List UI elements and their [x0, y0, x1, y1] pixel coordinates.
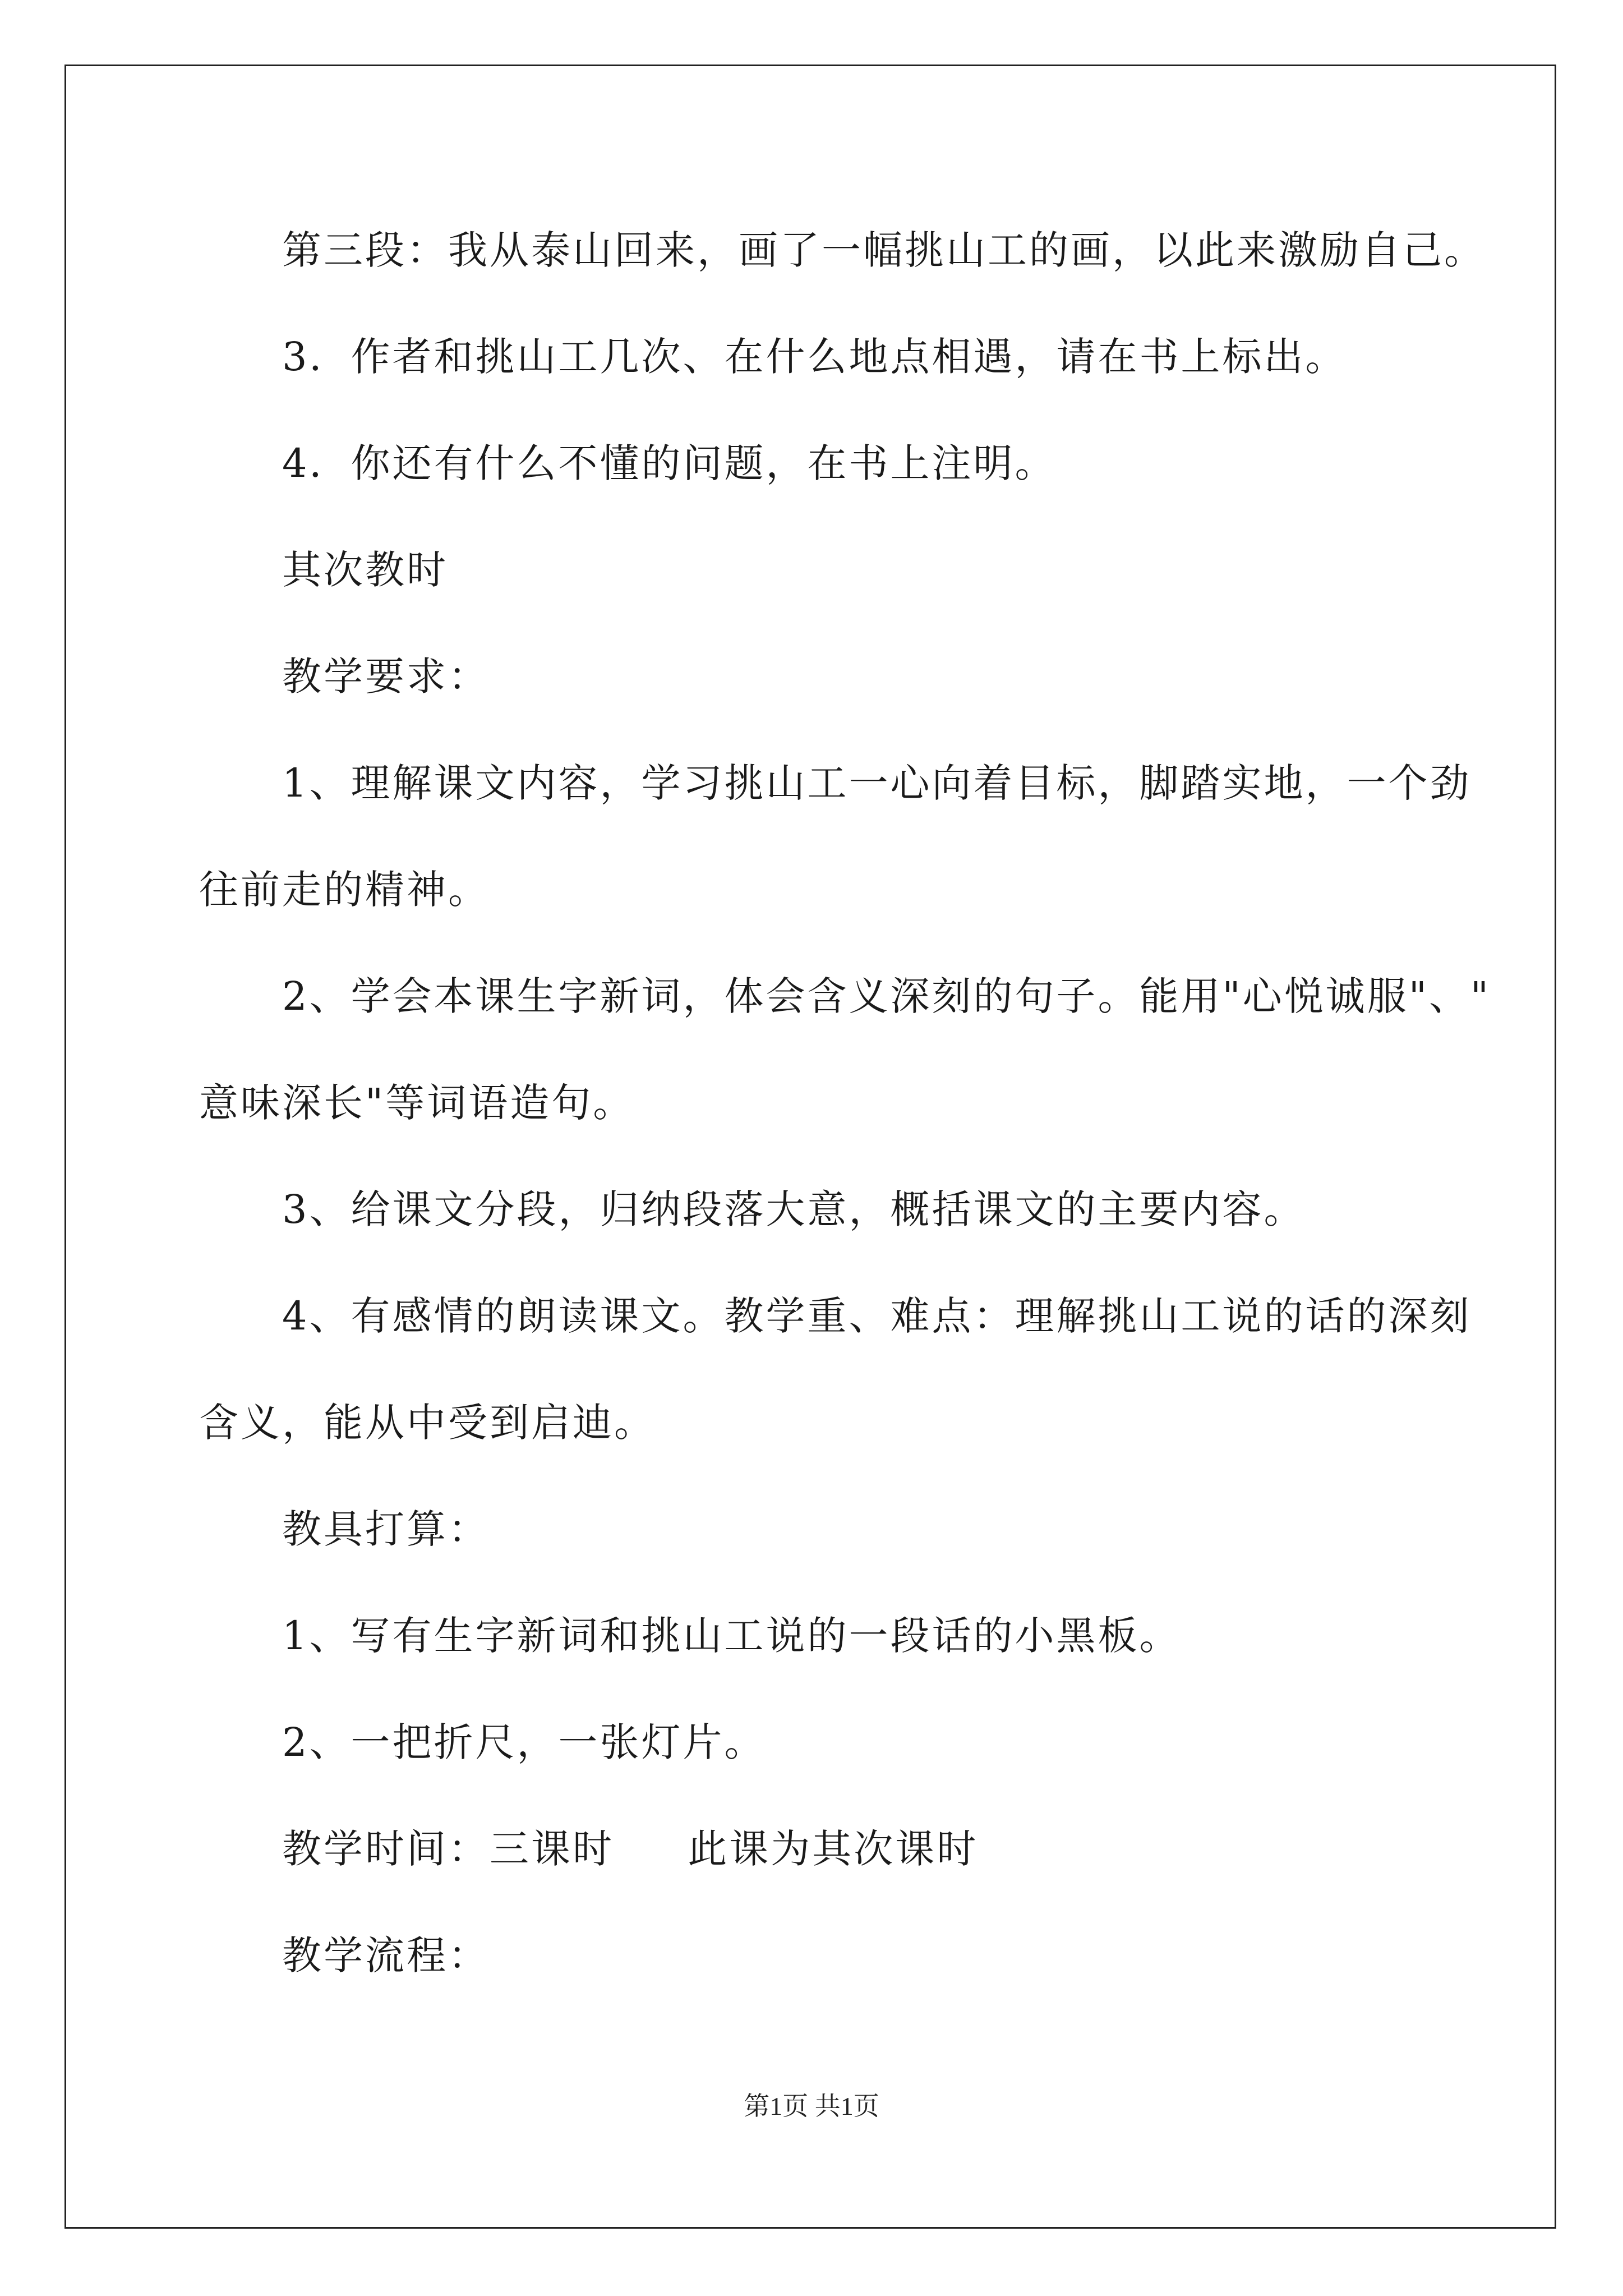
subheading-process: 教学流程： — [282, 1932, 490, 1978]
paragraph-line-7: 往前走的精神。 — [199, 867, 490, 913]
paragraph-line-11: 4、有感情的朗读课文。教学重、难点：理解挑山工说的话的深刻 — [282, 1293, 1472, 1339]
paragraph-line-3: 4．你还有什么不懂的问题，在书上注明。 — [282, 440, 1057, 486]
subheading-tools: 教具打算： — [282, 1506, 490, 1552]
paragraph-line-2: 3．作者和挑山工几次、在什么地点相遇，请在书上标出。 — [282, 334, 1347, 380]
paragraph-line-9: 意味深长"等词语造句。 — [199, 1080, 635, 1126]
subheading-requirements: 教学要求： — [282, 654, 490, 700]
page-number: 第1页 共1页 — [744, 2092, 879, 2120]
paragraph-line-6: 1、理解课文内容，学习挑山工一心向着目标，脚踏实地，一个劲 — [282, 760, 1472, 806]
paragraph-line-8: 2、学会本课生字新词，体会含义深刻的句子。能用"心悦诚服"、" — [282, 973, 1491, 1019]
paragraph-line-15: 2、一把折尺，一张灯片。 — [282, 1719, 766, 1765]
paragraph-line-14: 1、写有生字新词和挑山工说的一段话的小黑板。 — [282, 1613, 1181, 1659]
paragraph-line-10: 3、给课文分段，归纳段落大意，概括课文的主要内容。 — [282, 1186, 1306, 1232]
page-border — [64, 65, 1556, 2229]
section-heading: 其次教时 — [282, 547, 448, 593]
paragraph-line-1: 第三段：我从泰山回来，画了一幅挑山工的画，以此来激励自己。 — [282, 227, 1486, 273]
paragraph-line-16: 教学时间：三课时 此课为其次课时 — [282, 1826, 979, 1872]
paragraph-line-12: 含义，能从中受到启迪。 — [199, 1400, 656, 1446]
